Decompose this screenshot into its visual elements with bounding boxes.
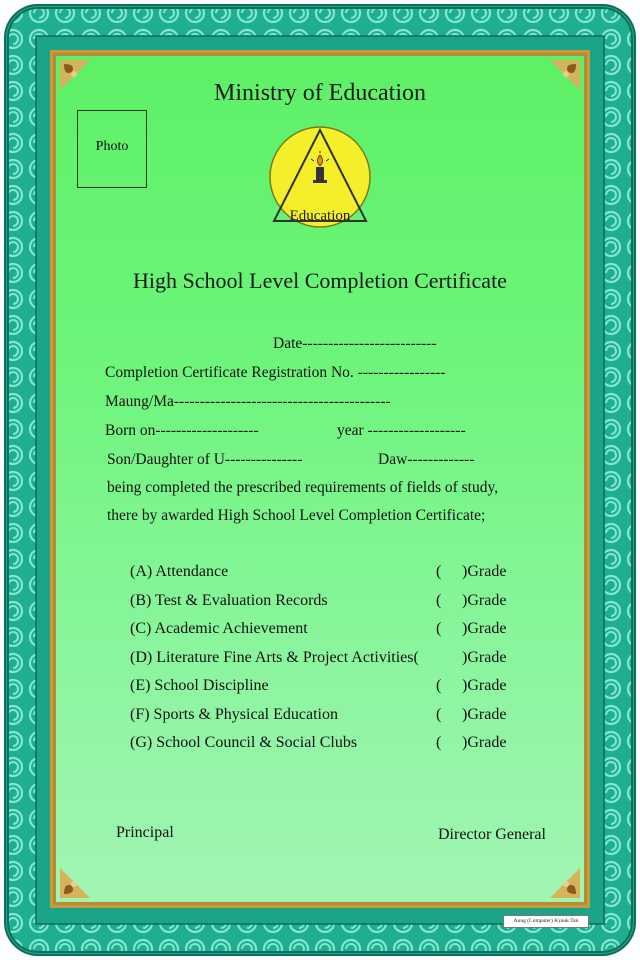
grade-label: )Grade <box>462 734 507 751</box>
grade-item-attendance: (A) Attendance <box>130 563 229 580</box>
grade-open-paren: ( <box>436 734 442 751</box>
grade-label: )Grade <box>462 620 507 637</box>
grade-open-paren: ( <box>436 677 442 694</box>
photo-box <box>77 110 147 188</box>
grade-label: )Grade <box>462 706 507 723</box>
grade-item-literature-arts: (D) Literature Fine Arts & Project Activities( <box>130 649 419 666</box>
grade-open-paren: ( <box>436 620 442 637</box>
father-field: Son/Daughter of U--------------- <box>107 451 303 468</box>
grade-open-paren: ( <box>436 592 442 609</box>
grade-label: )Grade <box>462 592 507 609</box>
grade-item-academic: (C) Academic Achievement <box>130 620 308 637</box>
corner-ornament-icon <box>58 866 92 900</box>
emblem-text: Education <box>289 208 351 224</box>
grade-item-test-records: (B) Test & Evaluation Records <box>130 592 328 609</box>
grade-label: )Grade <box>462 649 507 666</box>
grade-open-paren: ( <box>436 706 442 723</box>
name-field: Maung/Ma------------------------------------------ <box>105 393 391 410</box>
photo-label: Photo <box>95 139 129 154</box>
credit-label: Aung (Computer) Kyauk Tan <box>503 915 589 928</box>
statement-line-2: there by awarded High School Level Completion Certificate; <box>107 507 486 524</box>
certificate-title: High School Level Completion Certificate <box>133 268 507 293</box>
grade-open-paren: ( <box>436 563 442 580</box>
grade-label: )Grade <box>462 563 507 580</box>
principal-signature-label: Principal <box>116 824 174 841</box>
director-general-signature-label: Director General <box>438 826 546 843</box>
education-emblem <box>256 125 384 229</box>
grade-item-sports: (F) Sports & Physical Education <box>130 706 338 723</box>
grade-label: )Grade <box>462 677 507 694</box>
registration-field: Completion Certificate Registration No. ----------------- <box>105 364 446 381</box>
statement-line-1: being completed the prescribed requirements of fields of study, <box>107 479 499 496</box>
ministry-title: Ministry of Education <box>214 80 426 106</box>
year-field: year ------------------- <box>337 422 466 439</box>
born-on-field: Born on-------------------- <box>105 422 259 439</box>
date-field: Date-------------------------- <box>273 335 437 352</box>
corner-ornament-icon <box>548 866 582 900</box>
mother-field: Daw------------- <box>378 451 475 468</box>
grade-item-council: (G) School Council & Social Clubs <box>130 734 358 751</box>
grade-item-discipline: (E) School Discipline <box>130 677 269 694</box>
